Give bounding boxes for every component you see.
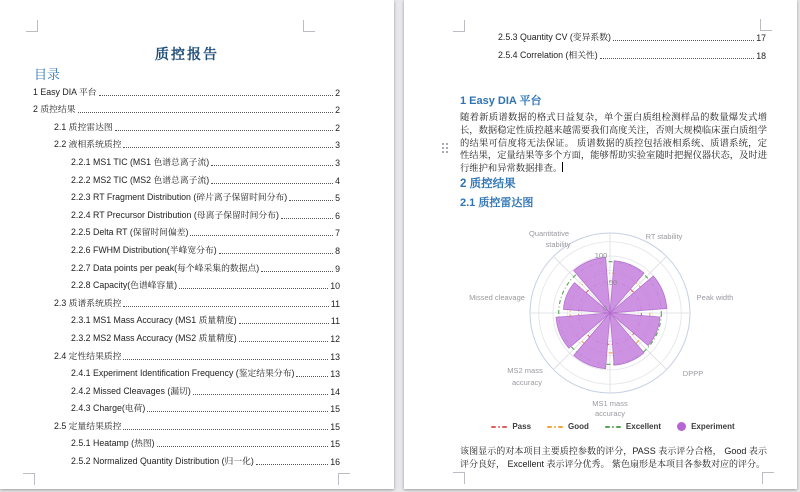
toc-page-number: 2 [335,87,340,98]
toc-entry[interactable] [33,171,340,189]
toc-entry[interactable] [33,83,340,101]
toc-dot-leader [239,341,328,342]
toc-entry[interactable] [33,294,340,312]
qc-radar-chart [460,220,766,438]
toc-entry[interactable] [33,153,340,171]
radar-chart-svg [460,220,766,438]
radial-tick-label: 100 [594,251,608,260]
legend-item-pass[interactable] [491,422,531,431]
toc-entry-label: 2.5.4 Correlation (相关性) [498,50,598,60]
toc-entry-label: 2.4.1 Experiment Identification Frequency (鉴定结果分布) [71,368,295,379]
toc-entry-label: 2.5.2 Normalized Quantity Distribution (归一化) [71,456,254,467]
toc-page-number: 16 [330,457,340,468]
section-heading-2: 2 质控结果 [460,178,516,190]
toc-dot-leader [123,359,328,360]
toc-entry-label: 2.3 质谱系统质控 [54,297,122,308]
toc-entry-label: 2.2.4 RT Precursor Distribution (母离子保留时间分布) [71,209,279,220]
toc-entry[interactable] [33,224,340,242]
paragraph-drag-handle-icon[interactable] [442,143,448,153]
axis-label: DPPP [682,369,704,378]
margin-corner-mark [453,472,465,484]
axis-label: Quantitative [528,229,570,238]
toc-entry[interactable] [33,277,340,295]
toc-entry-label: 2.4.3 Charge(电荷) [71,403,146,414]
toc-entry-label: 2.4.2 Missed Cleavages (漏切) [71,385,191,396]
radial-tick-label: 0 [602,304,608,313]
toc-dot-leader [296,376,328,377]
margin-corner-mark [303,20,315,32]
toc-entry-label: 2.2.2 MS2 TIC (MS2 色谱总离子流) [71,174,210,185]
legend-label: Excellent [625,422,662,431]
toc-page-number: 9 [335,263,340,274]
margin-corner-mark [762,472,774,484]
toc-entry-label: 2.2.7 Data points per peak(每个峰采集的数据点) [71,262,260,273]
toc-page-number: 3 [335,157,340,168]
toc-entry-label: 2.5.3 Quantity CV (变异系数) [498,32,611,42]
legend-label: Pass [512,422,532,431]
toc-dot-leader [147,411,328,412]
toc-page-number: 11 [330,316,340,327]
toc-dot-leader [600,58,754,59]
toc-dot-leader [239,323,329,324]
toc-entry[interactable] [460,46,766,64]
toc-entry-label: 2.2.3 RT Fragment Distribution (碎片离子保留时间分布) [71,192,288,203]
chart-caption: 该图显示的对本项目主要质控参数的评分，PASS 表示评分合格， Good 表示评分良好， Excellent 表示评分优秀。 紫色扇形是本项目各参数对应的评分。 [460,446,767,469]
legend-label: Experiment [691,422,735,431]
margin-corner-mark [338,473,350,485]
toc-page-number: 14 [330,386,340,397]
chart-legend [460,420,766,433]
toc-entry[interactable] [33,189,340,207]
toc-entry-label: 2.4 定性结果质控 [54,350,122,361]
toc-entry[interactable] [33,101,340,119]
toc-entry[interactable] [33,118,340,136]
table-of-contents [33,83,340,470]
toc-entry[interactable] [460,28,766,46]
toc-dot-leader [115,130,333,131]
toc-entry-label: 2 质控结果 [33,104,76,115]
toc-entry[interactable] [33,259,340,277]
toc-entry[interactable] [33,347,340,365]
toc-entry[interactable] [33,312,340,330]
toc-dot-leader [123,147,333,148]
toc-entry[interactable] [33,435,340,453]
toc-dot-leader [193,394,328,395]
toc-page-number: 15 [330,404,340,415]
legend-item-experiment[interactable] [677,422,735,431]
toc-entry[interactable] [33,417,340,435]
dashdot-marker-icon [491,426,507,428]
toc-page-number: 5 [335,193,340,204]
toc-dot-leader [99,95,334,96]
toc-entry-label: 2.2 液相系统质控 [54,139,122,150]
legend-label: Good [568,422,589,431]
toc-entry-label: 2.5 定量结果质控 [54,420,122,431]
toc-dot-leader [123,306,328,307]
toc-page-number: 4 [335,175,340,186]
toc-entry-label: 2.2.1 MS1 TIC (MS1 色谱总离子流) [71,156,210,167]
toc-dot-leader [219,253,333,254]
toc-entry-label: 2.2.6 FWHM Distribution(半峰宽分布) [71,244,217,255]
toc-heading: 目录 [34,67,61,82]
toc-page-number: 13 [330,351,340,362]
toc-entry-label: 2.5.1 Heatamp (热图) [71,438,155,449]
axis-label: MS1 mass [592,399,628,408]
toc-dot-leader [78,112,334,113]
toc-page-number: 18 [756,51,766,61]
toc-entry[interactable] [33,452,340,470]
toc-dot-leader [211,165,333,166]
toc-dot-leader [256,464,328,465]
toc-entry[interactable] [33,206,340,224]
text-cursor [562,162,563,172]
toc-page-number: 7 [335,228,340,239]
axis-label: accuracy [511,378,543,387]
toc-page-number: 2 [335,122,340,133]
circle-marker-icon [677,422,686,431]
toc-entry[interactable] [33,241,340,259]
toc-page-number: 2 [335,105,340,116]
toc-page-number: 11 [330,298,340,309]
toc-page-number: 17 [756,33,766,43]
axis-label: stability [545,240,571,249]
radial-tick-label: 50 [608,278,618,287]
axis-label: MS2 mass [507,366,543,375]
toc-dot-leader [613,40,754,41]
toc-page-number: 15 [330,421,340,432]
toc-dot-leader [157,446,329,447]
toc-page-number: 13 [330,369,340,380]
toc-entry-label: 2.2.5 Delta RT (保留时间偏差) [71,227,189,238]
toc-dot-leader [211,183,333,184]
toc-entry-label: 2.1 质控雷达图 [54,121,113,132]
dashdot-marker-icon [547,426,563,428]
toc-entry-label: 2.3.1 MS1 Mass Accuracy (MS1 质量精度) [71,315,237,326]
table-of-contents-continued [460,28,766,64]
document-title: 质控报告 [155,46,219,62]
toc-entry-label: 1 Easy DIA 平台 [33,86,97,97]
section-heading-1: 1 Easy DIA 平台 [460,95,542,107]
dashdot-marker-icon [605,426,621,428]
intro-text: 随着新质谱数据的格式日益复杂，单个蛋白质组检测样品的数量爆发式增长，数据稳定性质控越来越需要我们高度关注，否则大规模临床蛋白质组学的结果可信度将无法保证。 质谱数据的质控包括液相系统、质谱系统，定性结果，定量结果等多个方面，能够帮助实验室随时把握仪器状态，及时进行维护和异常数据排查。 [460,112,767,174]
toc-dot-leader [190,235,333,236]
toc-entry-label: 2.2.8 Capacity(色谱峰容量) [71,280,178,291]
axis-label: Missed cleavage [469,293,525,302]
intro-paragraph [460,111,767,175]
axis-label: RT stability [645,232,683,241]
toc-dot-leader [123,429,328,430]
toc-page-number: 8 [335,245,340,256]
toc-dot-leader [281,218,333,219]
left-page [0,0,394,489]
margin-corner-mark [23,473,35,485]
toc-entry-label: 2.3.2 MS2 Mass Accuracy (MS2 质量精度) [71,332,237,343]
toc-entry[interactable] [33,365,340,383]
legend-item-excellent[interactable] [605,422,661,431]
toc-entry[interactable] [33,382,340,400]
section-heading-2-1: 2.1 质控雷达图 [460,197,534,209]
axis-label: Peak width [696,293,734,302]
toc-entry[interactable] [33,400,340,418]
toc-page-number: 10 [330,281,340,292]
toc-page-number: 15 [330,439,340,450]
toc-dot-leader [289,200,333,201]
toc-page-number: 12 [330,333,340,344]
legend-item-good[interactable] [547,422,589,431]
toc-dot-leader [261,271,333,272]
toc-dot-leader [179,288,328,289]
toc-page-number: 3 [335,140,340,151]
axis-label: accuracy [594,409,626,418]
margin-corner-mark [26,20,38,32]
toc-page-number: 6 [335,210,340,221]
toc-entry[interactable] [33,136,340,154]
toc-entry[interactable] [33,329,340,347]
